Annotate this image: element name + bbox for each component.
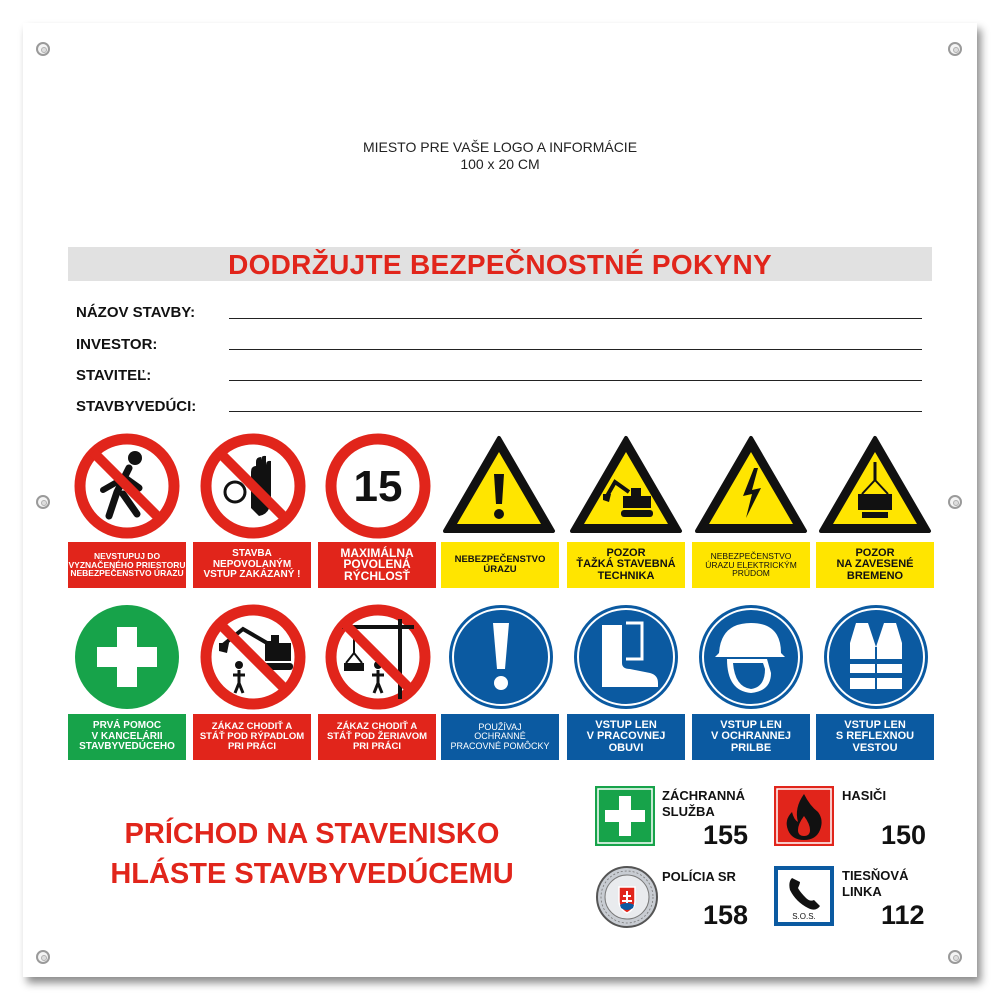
sign-label-line: STÁŤ POD ŽERIAVOM [326,731,428,743]
suspended-load-warning-icon [818,434,932,534]
sign-label-line: VSTUP LEN [720,718,782,731]
exclamation-warning-icon [442,434,556,534]
sign-label-line: PRI PRÁCI [227,740,277,752]
ambulance-first-aid-icon [595,786,655,846]
emergency-police-number: 158 [703,900,749,930]
sign-label-line: V OCHRANNEJ [710,730,792,743]
sign-label-line: ZÁKAZ CHODIŤ A [336,721,418,733]
sign-label-line: TECHNIKA [597,569,655,582]
field-line-nazov-stavby [229,318,922,319]
electric-warning-icon [694,434,808,534]
field-label-stavbyveduci: STAVBYVEDÚCI: [76,398,197,415]
grommet-top-right [948,42,962,56]
emergency-police-name: POLÍCIA SR [662,869,736,884]
sign-label-line: NA ZAVESENÉ [836,558,914,571]
footer-message-line2: HLÁSTE STAVBYVEDÚCEMU [110,858,514,890]
sign-label-helmet [692,714,810,760]
sign-label-line: PRÚDOM [732,568,770,579]
sign-label-line: RÝCHLOSŤ [344,568,410,583]
mandatory-exclamation-icon [447,603,555,711]
sos-phone-icon [774,866,834,926]
first-aid-icon [73,603,181,711]
page-title: DODRŽUJTE BEZPEČNOSTNÉ POKYNY [228,249,772,280]
speed-limit-number: 15 [353,462,403,511]
sos-text: S.O.S. [792,912,816,921]
sign-label-line: ZÁKAZ CHODIŤ A [211,721,293,733]
field-line-stavitel [229,380,922,381]
logo-placeholder-line1: MIESTO PRE VAŠE LOGO A INFORMÁCIE [362,139,638,155]
sign-label-vest [816,714,934,760]
sign-label-line: ÚRAZU ELEKTRICKÝM [705,559,797,570]
sign-label-line: OBUVI [608,741,644,754]
emergency-fire-number: 150 [881,820,927,850]
field-label-nazov-stavby: NÁZOV STAVBY: [76,304,196,321]
sign-label-line: S REFLEXNOU [835,730,915,743]
sign-label-line: VSTUP LEN [844,718,906,731]
logo-placeholder-text [0,139,1000,173]
sign-label-protective-equipment [441,714,559,760]
grommet-bottom-right [948,950,962,964]
logo-placeholder-line2: 100 x 20 CM [460,156,540,172]
sign-label-line: BREMENO [846,569,904,582]
sign-label-line: VESTOU [852,741,898,754]
field-line-stavbyveduci [229,411,922,412]
sign-label-line: NEPOVOLANÝM [212,558,292,570]
sign-label-line: ŤAŽKÁ STAVEBNÁ [576,558,676,571]
sign-label-line: STAVBA [232,548,272,560]
footer-message-line1: PRÍCHOD NA STAVENISKO [124,818,500,850]
sign-label-line: PRI PRÁCI [352,740,402,752]
sign-label-line: STAVBYVEDÚCEHO [79,741,175,753]
grommet-mid-right [948,495,962,509]
sign-label-speed-limit [318,542,436,588]
sign-label-line: NEBEZPEČENSTVO [454,554,546,566]
safety-boots-icon [572,603,680,711]
sign-label-first-aid [68,714,186,760]
grommet-bottom-left [36,950,50,964]
field-line-investor [229,349,922,350]
sign-label-line: STÁŤ POD RÝPADLOM [199,731,305,743]
sign-label-line: VYZNAČENÉHO PRIESTORU [68,559,186,570]
sign-label-line: VSTUP ZAKÁZANÝ ! [203,569,301,581]
sign-label-line: PRILBE [730,741,772,754]
emergency-line-name [842,868,908,900]
no-entry-hand-icon [199,432,307,540]
sign-label-line: POZOR [606,546,646,559]
emergency-ambulance-number: 155 [703,820,749,850]
sign-label-no-crane [318,714,436,760]
emergency-name-line: LINKA [842,884,882,899]
sign-label-line: PRACOVNÉ POMÔCKY [450,740,550,751]
sign-label-line: NEBEZPEČENSTVO [710,550,792,561]
sign-label-boots [567,714,685,760]
speed-limit-icon [324,432,432,540]
sign-label-no-excavator [193,714,311,760]
no-walking-under-excavator-icon [199,603,307,711]
sign-label-line: POUŽÍVAJ [478,721,522,732]
emergency-ambulance-name [662,788,745,820]
grommet-top-left [36,42,50,56]
emergency-name-line: ZÁCHRANNÁ [662,788,746,803]
excavator-warning-icon [569,434,683,534]
sign-label-line: POVOLENÁ [343,557,411,572]
emergency-name-line: TIESŇOVÁ [842,868,909,883]
sign-label-electric [692,542,810,588]
sign-label-no-entry [193,542,311,588]
sign-label-line: NEVSTUPUJ DO [93,550,161,561]
safety-helmet-icon [697,603,805,711]
sign-label-line: POZOR [855,546,895,559]
sign-label-line: VSTUP LEN [595,718,657,731]
sign-label-line: OCHRANNÉ [474,731,526,742]
police-badge-icon [595,865,659,929]
reflective-vest-icon [822,603,930,711]
sign-label-suspended-load [816,542,934,588]
sign-label-line: PRVÁ POMOC [92,720,162,732]
sign-label-line: V KANCELÁRII [91,730,163,742]
field-label-stavitel: STAVITEĽ: [76,367,152,384]
emergency-line-number: 112 [881,900,925,930]
emergency-fire-name: HASIČI [842,788,887,803]
no-walking-under-crane-icon [324,603,432,711]
sign-label-line: MAXIMÁLNA [340,545,414,560]
sign-label-danger [441,542,559,588]
sign-label-line: V PRACOVNEJ [586,730,666,743]
field-label-investor: INVESTOR: [76,336,158,353]
fire-icon [774,786,834,846]
sign-label-heavy-machinery [567,542,685,588]
grommet-mid-left [36,495,50,509]
emergency-name-line: SLUŽBA [662,804,715,819]
sign-label-no-pedestrian [68,542,186,588]
sign-label-line: NEBEZPEČENSTVO ÚRAZU [70,568,184,579]
no-pedestrian-icon [73,432,181,540]
sign-label-line: ÚRAZU [483,564,517,575]
